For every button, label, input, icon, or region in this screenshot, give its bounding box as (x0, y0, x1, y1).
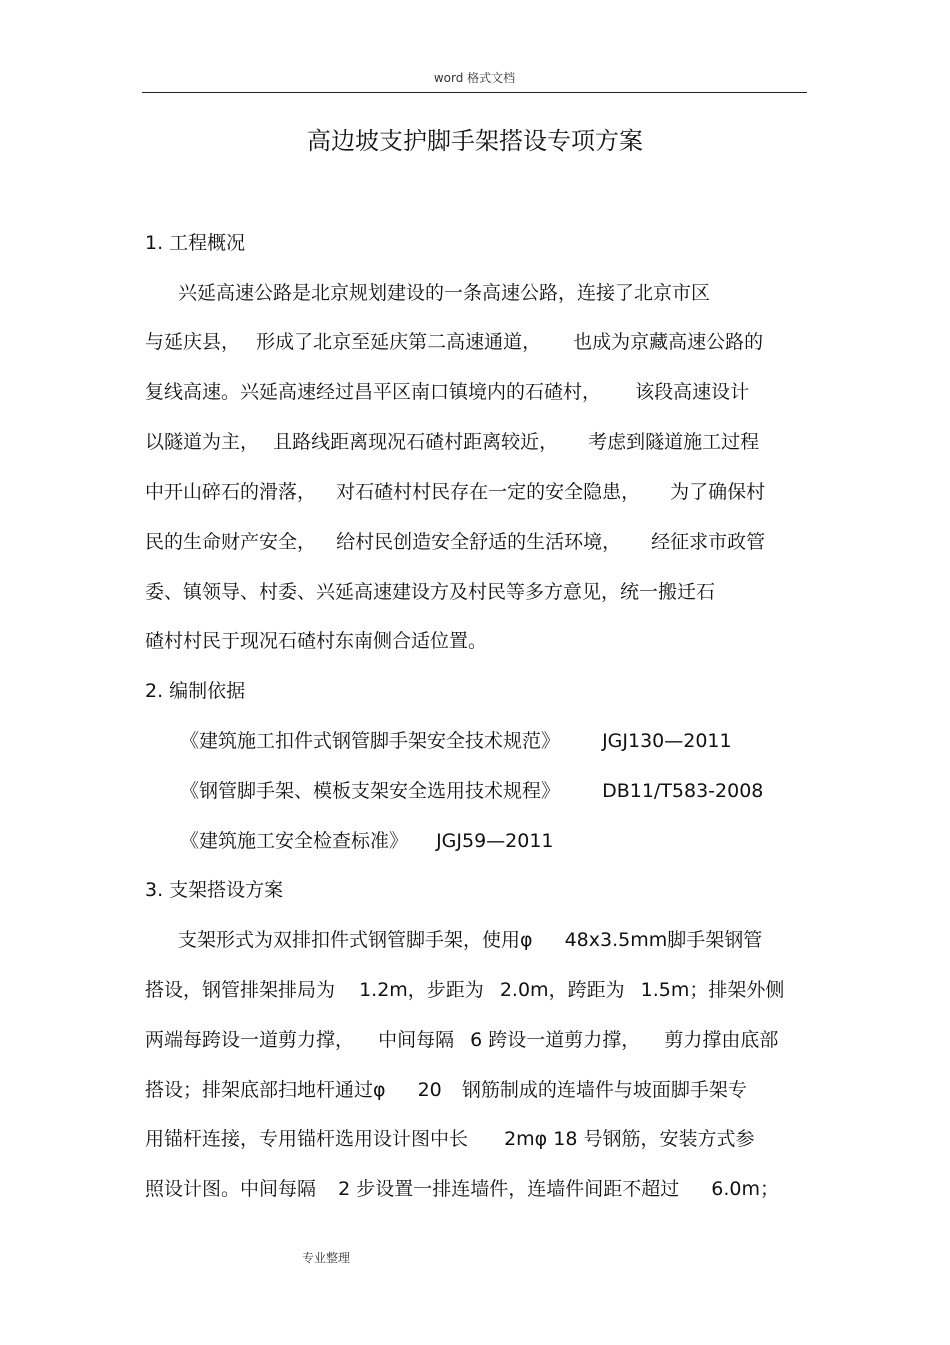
paragraph-line (145, 375, 749, 409)
text-segment: 该段高速设计 (635, 381, 750, 403)
reference-title: 《建筑施工安全检查标准》 (180, 830, 409, 852)
text-segment: 对石碴村村民存在一定的安全隐患， (336, 481, 641, 503)
page-footer-text: 专业整理 (302, 1251, 351, 1265)
paragraph-line (178, 923, 762, 957)
document-title: 高边坡支护脚手架搭设专项方案 (307, 127, 643, 155)
text-segment: 搭设；排架底部扫地杆通过φ (145, 1079, 386, 1101)
paragraph-line (145, 1122, 754, 1156)
text-segment: 复线高速。兴延高速经过昌平区南口镇境内的石碴村， (145, 381, 602, 403)
section-heading: 3. 支架搭设方案 (145, 879, 284, 901)
text-segment: 给村民创造安全舒适的生活环境， (336, 531, 622, 553)
text-segment: 48x3.5mm脚手架钢管 (564, 929, 763, 951)
text-segment: 6.0m； (711, 1178, 779, 1200)
paragraph-line (145, 1172, 779, 1206)
paragraph-line (178, 276, 710, 310)
reference-code: JGJ59—2011 (436, 830, 554, 852)
paragraph-line (145, 525, 765, 559)
text-segment: 剪力撑由底部 (664, 1029, 779, 1051)
text-segment: 20 (417, 1079, 442, 1101)
text-segment: 碴村村民于现况石碴村东南侧合适位置。 (145, 630, 488, 652)
text-segment: 两端每跨设一道剪力撑， (145, 1029, 355, 1051)
text-segment: 经征求市政管 (651, 531, 766, 553)
text-segment: 支架形式为双排扣件式钢管脚手架，使用φ (178, 929, 533, 951)
section-heading: 1. 工程概况 (145, 232, 246, 254)
paragraph-line (145, 475, 765, 509)
text-segment: 钢筋制成的连墙件与坡面脚手架专 (461, 1079, 747, 1101)
text-segment: 委、镇领导、村委、兴延高速建设方及村民等多方意见，统一搬迁石 (145, 581, 716, 603)
text-segment: 2.0m，跨距为 (499, 979, 625, 1001)
paragraph-line (145, 1073, 747, 1107)
text-segment: 用锚杆连接，专用锚杆选用设计图中长 (145, 1128, 469, 1150)
section-heading: 2. 编制依据 (145, 680, 246, 702)
text-segment: 搭设，钢管排架排局为 (145, 979, 336, 1001)
page-header (142, 68, 807, 93)
paragraph-line (145, 973, 784, 1007)
paragraph-line (145, 325, 763, 359)
text-segment: 与延庆县， (145, 331, 241, 353)
text-segment: 6 跨设一道剪力撑， (470, 1029, 641, 1051)
text-segment: 2 步设置一排连墙件，连墙件间距不超过 (338, 1178, 680, 1200)
paragraph-line (145, 1023, 778, 1057)
text-segment: 兴延高速公路是北京规划建设的一条高速公路，连接了北京市区 (178, 282, 711, 304)
text-segment: 考虑到隧道施工过程 (588, 431, 760, 453)
paragraph-line (145, 575, 715, 609)
text-segment: 也成为京藏高速公路的 (573, 331, 764, 353)
paragraph-line (145, 425, 759, 459)
page-footer (302, 1248, 350, 1268)
text-segment: 为了确保村 (670, 481, 766, 503)
reference-line (180, 824, 554, 858)
reference-code: DB11/T583-2008 (602, 780, 764, 802)
reference-line (180, 724, 732, 758)
reference-title: 《钢管脚手架、模板支架安全选用技术规程》 (180, 780, 561, 802)
text-segment: 且路线距离现况石碴村距离较近， (273, 431, 559, 453)
text-segment: 1.5m；排架外侧 (640, 979, 785, 1001)
paragraph-line (145, 624, 487, 658)
text-segment: 形成了北京至延庆第二高速通道， (256, 331, 542, 353)
reference-code: JGJ130—2011 (602, 730, 732, 752)
reference-title: 《建筑施工扣件式钢管脚手架安全技术规范》 (180, 730, 561, 752)
text-segment: 民的生命财产安全， (145, 531, 317, 553)
text-segment: 照设计图。中间每隔 (145, 1178, 317, 1200)
text-segment: 2mφ 18 号钢筋，安装方式参 (504, 1128, 755, 1150)
text-segment: 中开山碎石的滑落， (145, 481, 317, 503)
page-header-text: word 格式文档 (433, 71, 516, 85)
reference-line (180, 774, 763, 808)
text-segment: 中间每隔 (378, 1029, 455, 1051)
text-segment: 以隧道为主， (145, 431, 260, 453)
text-segment: 1.2m，步距为 (359, 979, 484, 1001)
